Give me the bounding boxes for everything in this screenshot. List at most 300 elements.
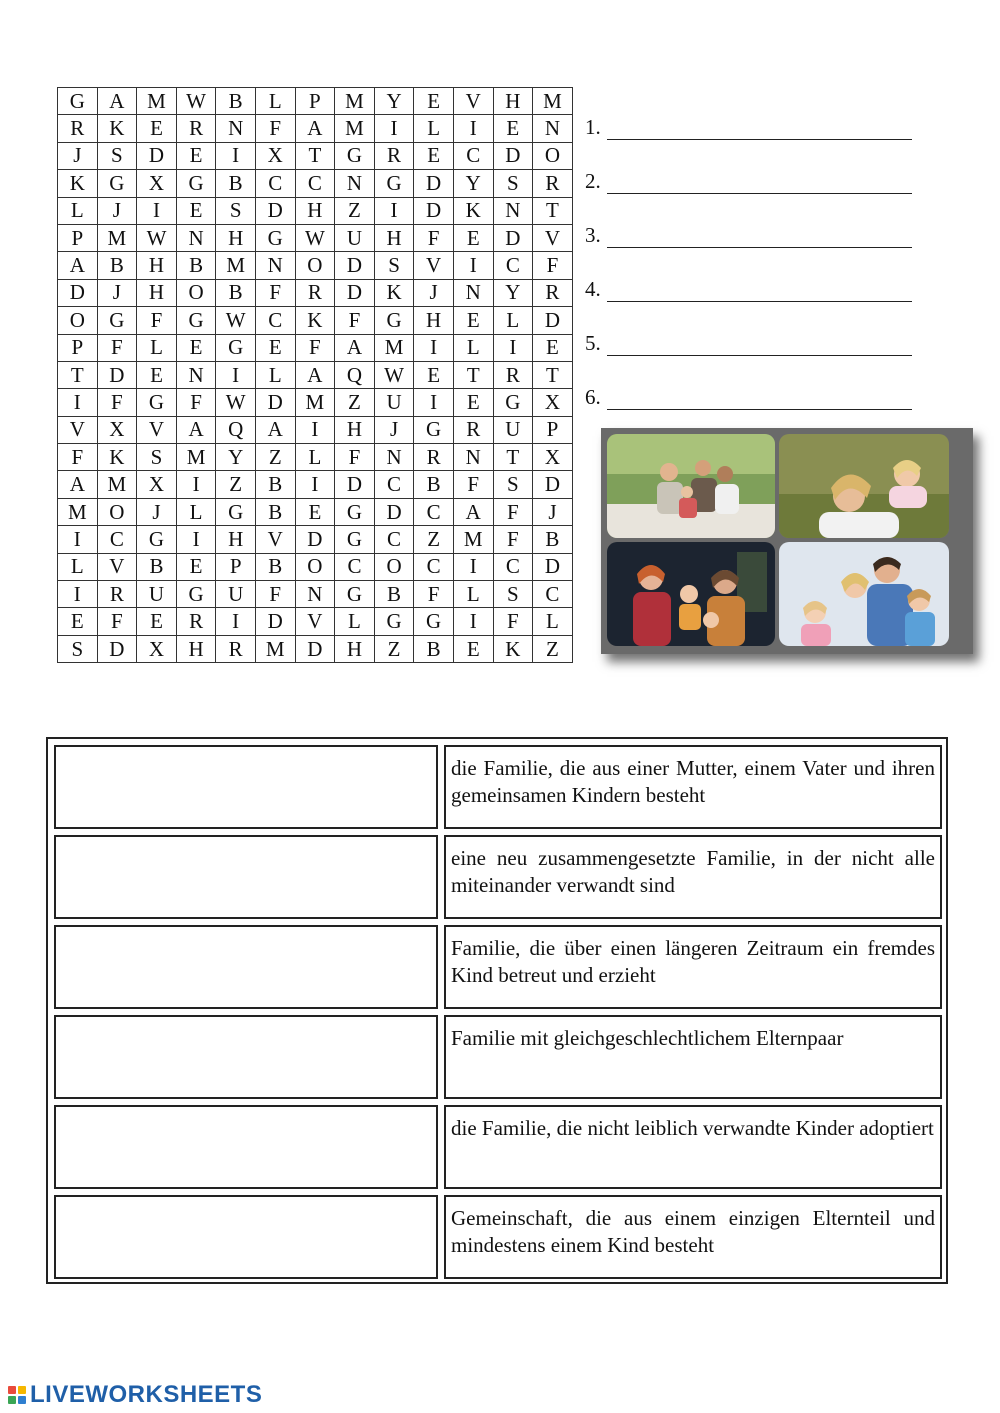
grid-cell[interactable]: R <box>176 608 216 635</box>
grid-cell[interactable]: I <box>453 553 493 580</box>
grid-cell[interactable]: D <box>97 635 137 662</box>
grid-cell[interactable]: F <box>533 252 573 279</box>
grid-cell[interactable]: L <box>176 498 216 525</box>
grid-cell[interactable]: O <box>295 553 335 580</box>
grid-cell[interactable]: G <box>374 307 414 334</box>
grid-cell[interactable]: M <box>374 334 414 361</box>
grid-cell[interactable]: W <box>176 88 216 115</box>
grid-cell[interactable]: K <box>58 170 98 197</box>
grid-cell[interactable]: R <box>176 115 216 142</box>
grid-cell[interactable]: E <box>453 635 493 662</box>
grid-cell[interactable]: E <box>453 224 493 251</box>
grid-cell[interactable]: N <box>295 581 335 608</box>
grid-cell[interactable]: V <box>414 252 454 279</box>
grid-cell[interactable]: W <box>374 361 414 388</box>
grid-cell[interactable]: U <box>493 416 533 443</box>
grid-cell[interactable]: G <box>97 170 137 197</box>
grid-cell[interactable]: D <box>374 498 414 525</box>
grid-cell[interactable]: I <box>176 526 216 553</box>
grid-cell[interactable]: F <box>58 444 98 471</box>
grid-cell[interactable]: A <box>58 252 98 279</box>
grid-cell[interactable]: K <box>453 197 493 224</box>
grid-cell[interactable]: E <box>137 361 177 388</box>
grid-cell[interactable]: Z <box>335 197 375 224</box>
grid-cell[interactable]: I <box>453 608 493 635</box>
grid-cell[interactable]: K <box>97 115 137 142</box>
grid-cell[interactable]: G <box>176 170 216 197</box>
grid-cell[interactable]: V <box>453 88 493 115</box>
answer-line-4[interactable] <box>585 272 925 302</box>
answer-line-5[interactable] <box>585 326 925 356</box>
grid-cell[interactable]: R <box>97 581 137 608</box>
grid-cell[interactable]: T <box>493 444 533 471</box>
answer-line-6[interactable] <box>585 380 925 410</box>
grid-cell[interactable]: I <box>176 471 216 498</box>
answer-blank[interactable] <box>607 117 912 140</box>
grid-cell[interactable]: D <box>255 389 295 416</box>
grid-cell[interactable]: L <box>414 115 454 142</box>
grid-cell[interactable]: D <box>335 471 375 498</box>
answer-box[interactable] <box>54 1105 438 1189</box>
grid-cell[interactable]: C <box>335 553 375 580</box>
grid-cell[interactable]: K <box>97 444 137 471</box>
grid-cell[interactable]: G <box>137 389 177 416</box>
grid-cell[interactable]: O <box>58 307 98 334</box>
grid-cell[interactable]: A <box>58 471 98 498</box>
grid-cell[interactable]: D <box>533 471 573 498</box>
grid-cell[interactable]: Z <box>414 526 454 553</box>
grid-cell[interactable]: N <box>453 444 493 471</box>
grid-cell[interactable]: S <box>493 170 533 197</box>
grid-cell[interactable]: C <box>374 471 414 498</box>
answer-blank[interactable] <box>607 333 912 356</box>
grid-cell[interactable]: M <box>453 526 493 553</box>
grid-cell[interactable]: I <box>137 197 177 224</box>
grid-cell[interactable]: I <box>58 526 98 553</box>
grid-cell[interactable]: O <box>533 142 573 169</box>
grid-cell[interactable]: J <box>97 279 137 306</box>
grid-cell[interactable]: C <box>493 553 533 580</box>
grid-cell[interactable]: P <box>216 553 256 580</box>
grid-cell[interactable]: I <box>216 608 256 635</box>
answer-box[interactable] <box>54 745 438 829</box>
grid-cell[interactable]: B <box>255 471 295 498</box>
answer-box[interactable] <box>54 925 438 1009</box>
grid-cell[interactable]: T <box>453 361 493 388</box>
grid-cell[interactable]: H <box>374 224 414 251</box>
grid-cell[interactable]: E <box>176 553 216 580</box>
grid-cell[interactable]: G <box>335 581 375 608</box>
grid-cell[interactable]: E <box>176 334 216 361</box>
grid-cell[interactable]: P <box>295 88 335 115</box>
grid-cell[interactable]: X <box>533 389 573 416</box>
answer-number: 4. <box>585 277 601 301</box>
grid-cell[interactable]: G <box>176 307 216 334</box>
grid-cell[interactable]: F <box>414 581 454 608</box>
grid-cell[interactable]: H <box>176 635 216 662</box>
grid-cell[interactable]: O <box>374 553 414 580</box>
grid-cell[interactable]: C <box>255 307 295 334</box>
grid-cell[interactable]: I <box>493 334 533 361</box>
grid-cell[interactable]: S <box>374 252 414 279</box>
grid-cell[interactable]: E <box>137 115 177 142</box>
grid-cell[interactable]: D <box>493 142 533 169</box>
grid-row <box>58 553 573 580</box>
grid-cell[interactable]: H <box>335 416 375 443</box>
grid-cell[interactable]: H <box>493 88 533 115</box>
grid-cell[interactable]: H <box>137 279 177 306</box>
grid-cell[interactable]: J <box>97 197 137 224</box>
grid-row <box>58 142 573 169</box>
grid-cell[interactable]: I <box>453 252 493 279</box>
grid-cell[interactable]: I <box>295 471 335 498</box>
grid-cell[interactable]: H <box>216 526 256 553</box>
grid-cell[interactable]: C <box>414 553 454 580</box>
grid-cell[interactable]: E <box>453 389 493 416</box>
grid-cell[interactable]: K <box>493 635 533 662</box>
grid-cell[interactable]: E <box>493 115 533 142</box>
grid-cell[interactable]: F <box>97 389 137 416</box>
grid-cell[interactable]: O <box>97 498 137 525</box>
grid-cell[interactable]: I <box>414 389 454 416</box>
grid-cell[interactable]: D <box>335 279 375 306</box>
answer-box[interactable] <box>54 835 438 919</box>
grid-cell[interactable]: C <box>493 252 533 279</box>
grid-cell[interactable]: M <box>176 444 216 471</box>
grid-cell[interactable]: I <box>58 389 98 416</box>
grid-cell[interactable]: B <box>414 635 454 662</box>
grid-cell[interactable]: H <box>137 252 177 279</box>
grid-cell[interactable]: L <box>453 334 493 361</box>
grid-cell[interactable]: E <box>176 197 216 224</box>
grid-cell[interactable]: A <box>295 115 335 142</box>
grid-cell[interactable]: M <box>255 635 295 662</box>
grid-cell[interactable]: R <box>58 115 98 142</box>
grid-cell[interactable]: F <box>493 526 533 553</box>
grid-cell[interactable]: C <box>255 170 295 197</box>
grid-cell[interactable]: N <box>493 197 533 224</box>
grid-cell[interactable]: K <box>374 279 414 306</box>
grid-cell[interactable]: J <box>58 142 98 169</box>
grid-cell[interactable]: R <box>533 170 573 197</box>
grid-cell[interactable]: F <box>176 389 216 416</box>
grid-cell[interactable]: G <box>335 526 375 553</box>
grid-cell[interactable]: M <box>533 88 573 115</box>
grid-cell[interactable]: T <box>295 142 335 169</box>
grid-cell[interactable]: U <box>216 581 256 608</box>
grid-cell[interactable]: B <box>255 553 295 580</box>
grid-cell[interactable]: E <box>414 361 454 388</box>
grid-cell[interactable]: A <box>295 361 335 388</box>
grid-cell[interactable]: F <box>255 581 295 608</box>
grid-cell[interactable]: N <box>176 361 216 388</box>
grid-row <box>58 224 573 251</box>
grid-cell[interactable]: J <box>374 416 414 443</box>
grid-cell[interactable]: L <box>493 307 533 334</box>
liveworksheets-logo[interactable] <box>8 1380 262 1410</box>
grid-cell[interactable]: A <box>176 416 216 443</box>
grid-cell[interactable]: R <box>216 635 256 662</box>
grid-cell[interactable]: D <box>295 635 335 662</box>
grid-cell[interactable]: K <box>295 307 335 334</box>
grid-cell[interactable]: W <box>216 389 256 416</box>
grid-cell[interactable]: F <box>335 307 375 334</box>
grid-cell[interactable]: D <box>97 361 137 388</box>
grid-cell[interactable]: P <box>533 416 573 443</box>
grid-cell[interactable]: P <box>58 334 98 361</box>
grid-cell[interactable]: S <box>216 197 256 224</box>
grid-cell[interactable]: T <box>533 361 573 388</box>
grid-cell[interactable]: I <box>374 115 414 142</box>
grid-cell[interactable]: V <box>137 416 177 443</box>
grid-cell[interactable]: D <box>255 608 295 635</box>
grid-cell[interactable]: Z <box>255 444 295 471</box>
grid-cell[interactable]: C <box>97 526 137 553</box>
grid-cell[interactable]: Z <box>216 471 256 498</box>
answer-number: 3. <box>585 223 601 247</box>
grid-cell[interactable]: C <box>414 498 454 525</box>
grid-cell[interactable]: R <box>533 279 573 306</box>
grid-cell[interactable]: H <box>216 224 256 251</box>
grid-cell[interactable]: M <box>97 224 137 251</box>
grid-cell[interactable]: B <box>216 279 256 306</box>
grid-cell[interactable]: C <box>374 526 414 553</box>
grid-cell[interactable]: F <box>97 334 137 361</box>
grid-cell[interactable]: G <box>414 416 454 443</box>
answer-box[interactable] <box>54 1015 438 1099</box>
grid-cell[interactable]: M <box>97 471 137 498</box>
grid-cell[interactable]: D <box>137 142 177 169</box>
grid-cell[interactable]: V <box>255 526 295 553</box>
grid-cell[interactable]: R <box>295 279 335 306</box>
grid-cell[interactable]: A <box>97 88 137 115</box>
grid-cell[interactable]: C <box>533 581 573 608</box>
grid-cell[interactable]: F <box>137 307 177 334</box>
grid-cell[interactable]: I <box>295 416 335 443</box>
grid-cell[interactable]: F <box>255 115 295 142</box>
grid-cell[interactable]: F <box>255 279 295 306</box>
grid-cell[interactable]: V <box>295 608 335 635</box>
grid-cell[interactable]: A <box>335 334 375 361</box>
grid-cell[interactable]: V <box>97 553 137 580</box>
grid-cell[interactable]: W <box>295 224 335 251</box>
grid-cell[interactable]: Y <box>216 444 256 471</box>
answer-blank[interactable] <box>607 279 912 302</box>
grid-cell[interactable]: P <box>58 224 98 251</box>
grid-cell[interactable]: M <box>295 389 335 416</box>
grid-cell[interactable]: M <box>216 252 256 279</box>
grid-cell[interactable]: J <box>414 279 454 306</box>
grid-cell[interactable]: S <box>493 581 533 608</box>
definition-text: die Familie, die nicht leiblich verwandte Kinder adoptiert <box>444 1105 942 1189</box>
grid-cell[interactable]: I <box>374 197 414 224</box>
answer-blank[interactable] <box>607 387 912 410</box>
grid-cell[interactable]: H <box>295 197 335 224</box>
grid-cell[interactable]: R <box>374 142 414 169</box>
grid-cell[interactable]: Z <box>374 635 414 662</box>
grid-cell[interactable]: M <box>335 88 375 115</box>
grid-cell[interactable]: G <box>414 608 454 635</box>
grid-cell[interactable]: D <box>335 252 375 279</box>
grid-cell[interactable]: D <box>414 197 454 224</box>
grid-cell[interactable]: G <box>374 608 414 635</box>
grid-cell[interactable]: G <box>335 142 375 169</box>
grid-cell[interactable]: E <box>58 608 98 635</box>
answer-line-1[interactable] <box>585 110 925 140</box>
grid-cell[interactable]: E <box>137 608 177 635</box>
grid-cell[interactable]: F <box>295 334 335 361</box>
grid-cell[interactable]: B <box>374 581 414 608</box>
grid-cell[interactable]: L <box>533 608 573 635</box>
grid-cell[interactable]: C <box>295 170 335 197</box>
grid-cell[interactable]: L <box>295 444 335 471</box>
grid-cell[interactable]: G <box>374 170 414 197</box>
grid-cell[interactable]: Y <box>493 279 533 306</box>
grid-cell[interactable]: I <box>216 361 256 388</box>
grid-cell[interactable]: N <box>176 224 216 251</box>
grid-cell[interactable]: M <box>137 88 177 115</box>
answer-blank[interactable] <box>607 225 912 248</box>
grid-cell[interactable]: X <box>137 635 177 662</box>
grid-cell[interactable]: E <box>533 334 573 361</box>
grid-row <box>58 389 573 416</box>
grid-cell[interactable]: H <box>335 635 375 662</box>
grid-cell[interactable]: Q <box>216 416 256 443</box>
grid-cell[interactable]: E <box>414 142 454 169</box>
grid-cell[interactable]: B <box>176 252 216 279</box>
grid-cell[interactable]: B <box>414 471 454 498</box>
grid-cell[interactable]: G <box>176 581 216 608</box>
grid-cell[interactable]: F <box>493 608 533 635</box>
grid-cell[interactable]: G <box>58 88 98 115</box>
grid-cell[interactable]: N <box>335 170 375 197</box>
grid-cell[interactable]: D <box>58 279 98 306</box>
grid-cell[interactable]: W <box>216 307 256 334</box>
grid-cell[interactable]: F <box>414 224 454 251</box>
grid-cell[interactable]: T <box>58 361 98 388</box>
grid-cell[interactable]: V <box>533 224 573 251</box>
grid-cell[interactable]: R <box>414 444 454 471</box>
grid-cell[interactable]: L <box>58 553 98 580</box>
grid-cell[interactable]: E <box>453 307 493 334</box>
grid-cell[interactable]: U <box>335 224 375 251</box>
grid-cell[interactable]: M <box>58 498 98 525</box>
grid-cell[interactable]: H <box>414 307 454 334</box>
grid-cell[interactable]: L <box>335 608 375 635</box>
grid-cell[interactable]: L <box>255 361 295 388</box>
grid-cell[interactable]: L <box>137 334 177 361</box>
grid-cell[interactable]: U <box>374 389 414 416</box>
grid-cell[interactable]: N <box>453 279 493 306</box>
grid-cell[interactable]: G <box>216 498 256 525</box>
answer-box[interactable] <box>54 1195 438 1279</box>
grid-cell[interactable]: N <box>374 444 414 471</box>
grid-cell[interactable]: F <box>97 608 137 635</box>
grid-cell[interactable]: V <box>58 416 98 443</box>
grid-cell[interactable]: I <box>453 115 493 142</box>
grid-cell[interactable]: D <box>533 307 573 334</box>
grid-cell[interactable]: D <box>493 224 533 251</box>
grid-cell[interactable]: D <box>255 197 295 224</box>
grid-cell[interactable]: E <box>295 498 335 525</box>
grid-cell[interactable]: U <box>137 581 177 608</box>
grid-cell[interactable]: S <box>58 635 98 662</box>
grid-cell[interactable]: I <box>58 581 98 608</box>
grid-cell[interactable]: L <box>255 88 295 115</box>
grid-cell[interactable]: R <box>493 361 533 388</box>
grid-cell[interactable]: O <box>295 252 335 279</box>
grid-cell[interactable]: G <box>493 389 533 416</box>
grid-cell[interactable]: D <box>414 170 454 197</box>
grid-cell[interactable]: X <box>533 444 573 471</box>
grid-cell[interactable]: M <box>335 115 375 142</box>
grid-cell[interactable]: B <box>533 526 573 553</box>
grid-cell[interactable]: Z <box>335 389 375 416</box>
grid-cell[interactable]: X <box>97 416 137 443</box>
grid-cell[interactable]: S <box>137 444 177 471</box>
grid-cell[interactable]: G <box>335 498 375 525</box>
grid-cell[interactable]: B <box>137 553 177 580</box>
answer-blank[interactable] <box>607 171 912 194</box>
grid-cell[interactable]: B <box>216 88 256 115</box>
grid-cell[interactable]: R <box>453 416 493 443</box>
answer-line-3[interactable] <box>585 218 925 248</box>
grid-cell[interactable]: X <box>255 142 295 169</box>
grid-cell[interactable]: X <box>137 471 177 498</box>
grid-cell[interactable]: Y <box>453 170 493 197</box>
grid-cell[interactable]: O <box>176 279 216 306</box>
grid-cell[interactable]: N <box>533 115 573 142</box>
matching-row-2 <box>54 835 942 919</box>
grid-cell[interactable]: J <box>533 498 573 525</box>
grid-cell[interactable]: B <box>216 170 256 197</box>
grid-cell[interactable]: J <box>137 498 177 525</box>
grid-cell[interactable]: C <box>453 142 493 169</box>
grid-cell[interactable]: L <box>453 581 493 608</box>
grid-cell[interactable]: F <box>335 444 375 471</box>
grid-cell[interactable]: I <box>216 142 256 169</box>
grid-cell[interactable]: T <box>533 197 573 224</box>
grid-cell[interactable]: A <box>453 498 493 525</box>
grid-cell[interactable]: D <box>533 553 573 580</box>
grid-cell[interactable]: S <box>493 471 533 498</box>
grid-cell[interactable]: E <box>414 88 454 115</box>
grid-cell[interactable]: G <box>255 224 295 251</box>
grid-cell[interactable]: B <box>255 498 295 525</box>
grid-cell[interactable]: F <box>453 471 493 498</box>
grid-cell[interactable]: X <box>137 170 177 197</box>
grid-cell[interactable]: Z <box>533 635 573 662</box>
grid-cell[interactable]: E <box>176 142 216 169</box>
grid-cell[interactable]: F <box>493 498 533 525</box>
grid-cell[interactable]: N <box>255 252 295 279</box>
grid-cell[interactable]: N <box>216 115 256 142</box>
grid-cell[interactable]: D <box>295 526 335 553</box>
grid-cell[interactable]: G <box>97 307 137 334</box>
grid-cell[interactable]: Q <box>335 361 375 388</box>
grid-cell[interactable]: G <box>137 526 177 553</box>
grid-cell[interactable]: G <box>216 334 256 361</box>
grid-cell[interactable]: A <box>255 416 295 443</box>
grid-cell[interactable]: W <box>137 224 177 251</box>
grid-cell[interactable]: Y <box>374 88 414 115</box>
grid-cell[interactable]: L <box>58 197 98 224</box>
grid-cell[interactable]: B <box>97 252 137 279</box>
grid-cell[interactable]: I <box>414 334 454 361</box>
answer-line-2[interactable] <box>585 164 925 194</box>
grid-cell[interactable]: E <box>255 334 295 361</box>
grid-cell[interactable]: S <box>97 142 137 169</box>
